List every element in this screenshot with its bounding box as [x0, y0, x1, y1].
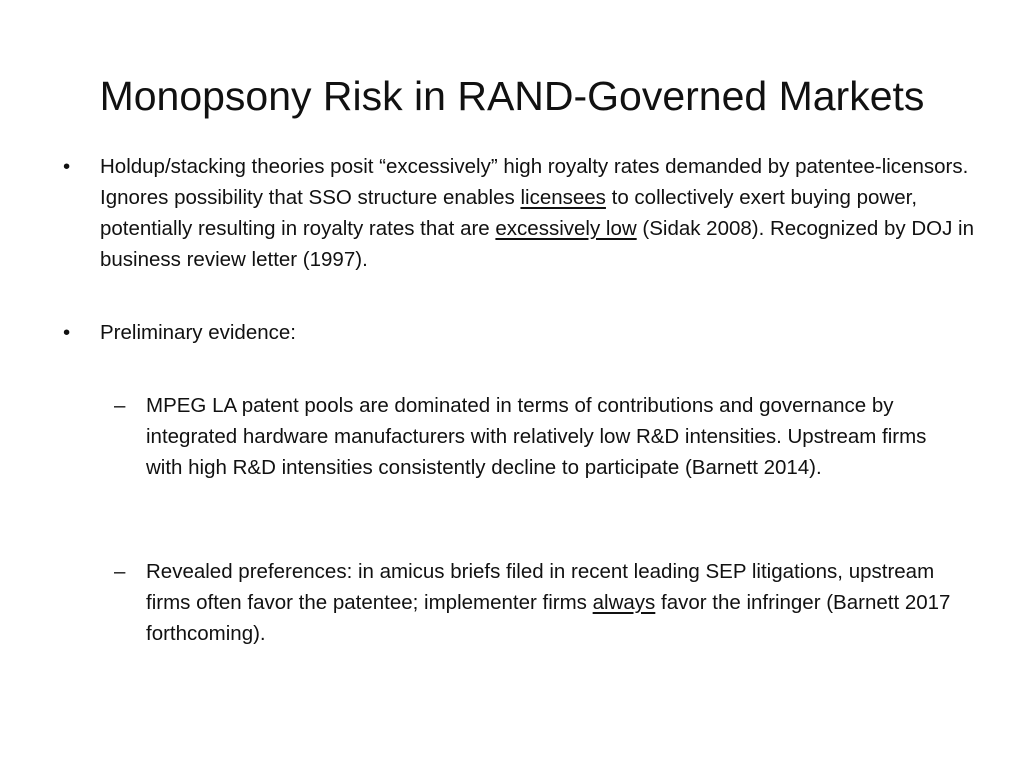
subbullet-text: MPEG LA patent pools are dominated in terms of contributions and governance by integrated hardware manufacturers with relatively low R&D intensities. Upstream firms with high R&D intensities consistently decline to participate (Barnett 2014). [146, 394, 927, 479]
bullet-marker: • [63, 321, 71, 344]
bullet-text: Preliminary evidence: [100, 321, 296, 344]
slide-title: Monopsony Risk in RAND-Governed Markets [99, 73, 925, 119]
bullet-text-part: (Sidak 2008). Recognized by DOJ in business review letter (1997). [100, 217, 974, 271]
bullet-preliminary-evidence [63, 317, 980, 348]
dash-marker: – [114, 394, 126, 417]
underlined-licensees: licensees [520, 186, 606, 209]
subbullet-text-part: Revealed preferences: in amicus briefs filed in recent leading SEP litigations, upstream firms often favor the patentee; implementer firms [146, 560, 935, 614]
bullet-holdup-stacking [63, 151, 980, 275]
underlined-always: always [592, 591, 656, 614]
bullet-text-part: to collectively exert buying power, potentially resulting in royalty rates that are [100, 186, 918, 240]
subbullet-revealed-preferences [114, 556, 966, 649]
subbullet-text-part: favor the infringer (Barnett 2017 forthcoming). [146, 591, 951, 645]
bullet-marker: • [63, 155, 71, 178]
bullet-text-part: Holdup/stacking theories posit “excessively” high royalty rates demanded by patentee-licensors. Ignores possibility that SSO structure enables [100, 155, 969, 209]
underlined-excessively-low: excessively low [495, 217, 637, 240]
dash-marker: – [114, 560, 126, 583]
subbullet-mpeg-la [114, 390, 966, 483]
